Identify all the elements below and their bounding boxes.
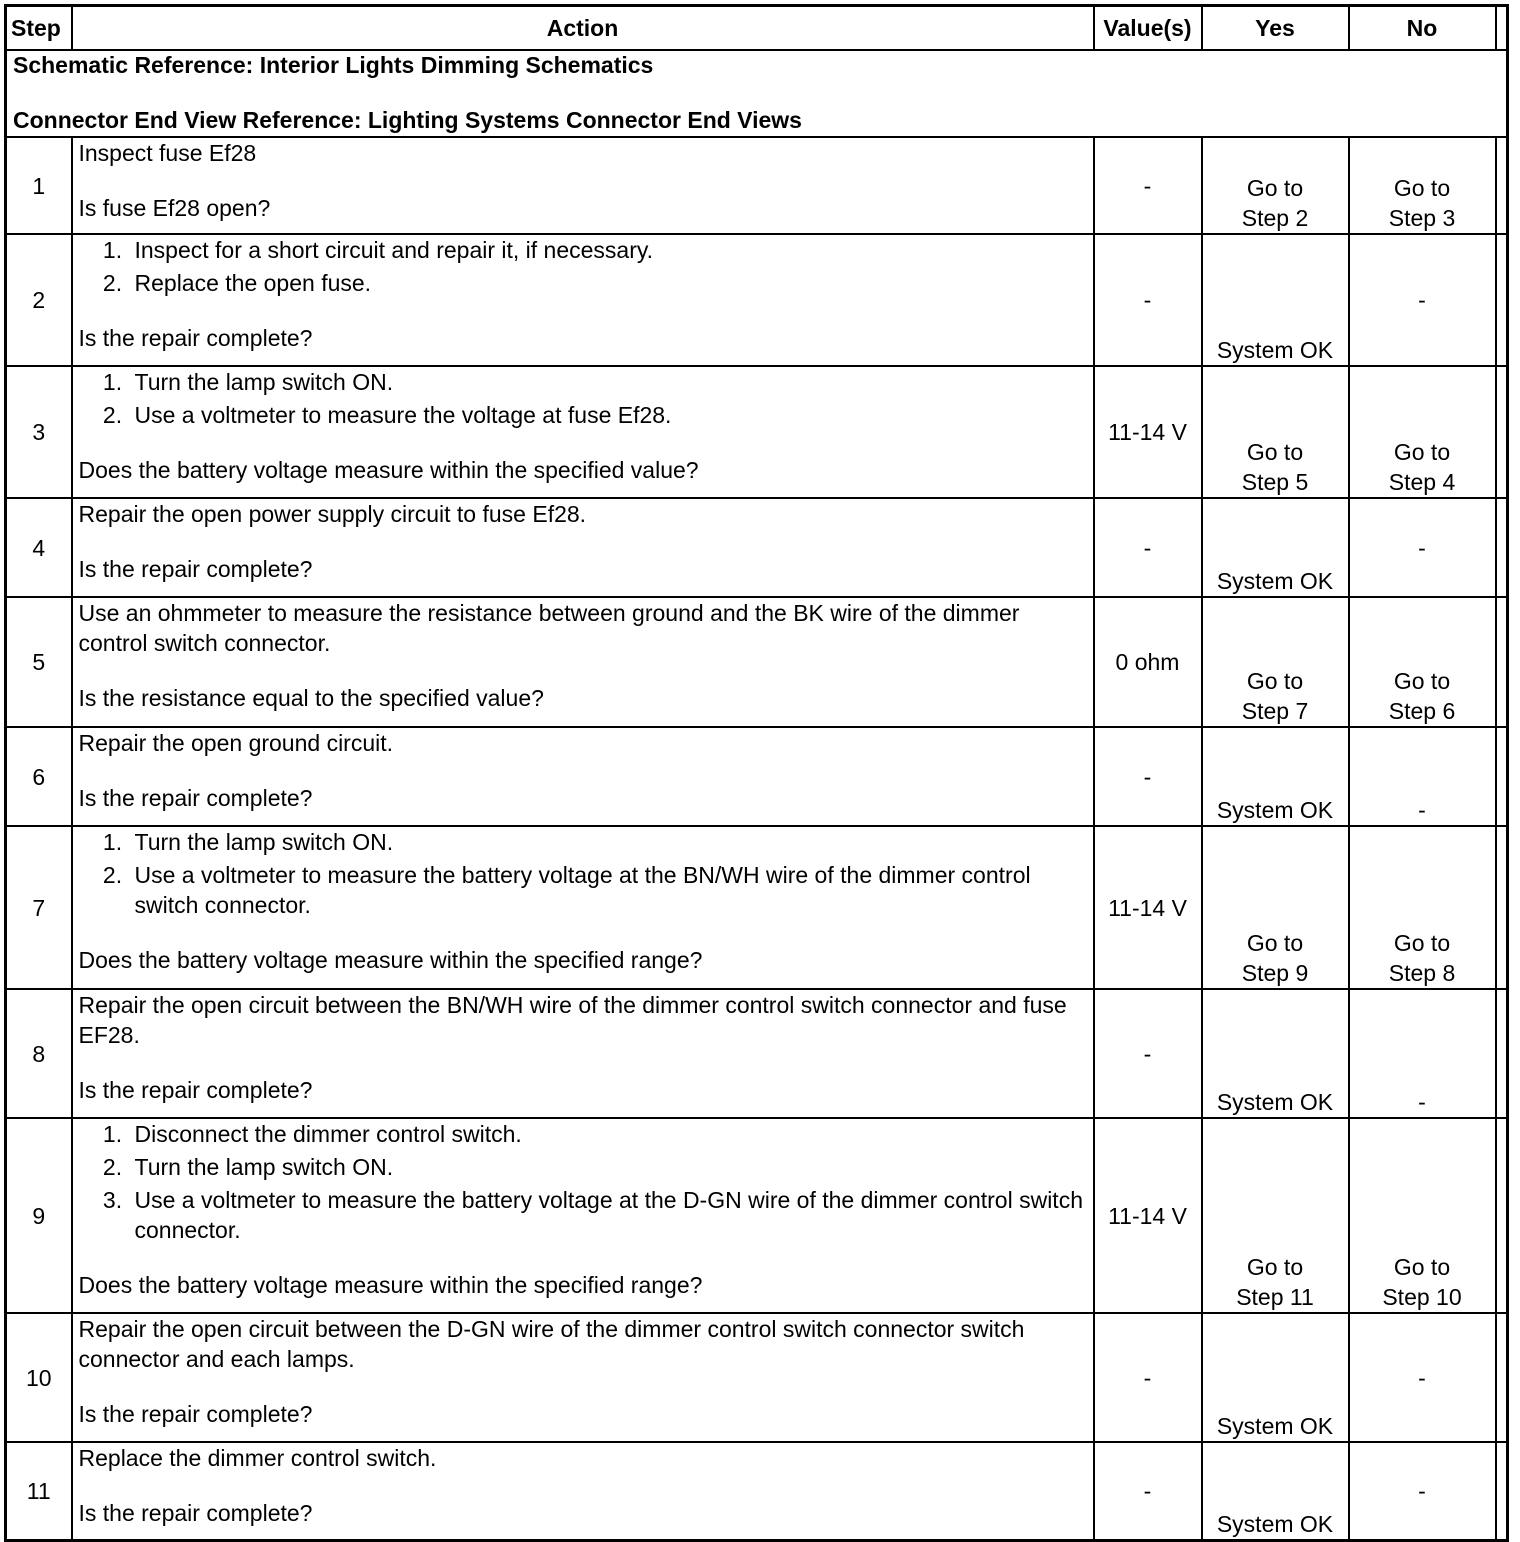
action-question: Is the repair complete?	[78, 325, 313, 351]
table-row	[6, 989, 1508, 1118]
action-step-item: 3. Use a voltmeter to measure the battery voltage at the D-GN wire of the dimmer control switch connector.	[129, 1185, 1087, 1245]
action-cell	[72, 826, 1094, 989]
no-result-line: -	[1418, 797, 1426, 823]
table-row	[6, 234, 1508, 366]
yes-result-line: System OK	[1216, 1511, 1334, 1537]
no-result-line: Go to	[1393, 668, 1451, 694]
yes-result-line: Go to	[1246, 668, 1304, 694]
spacer-cell	[1496, 989, 1508, 1118]
action-question: Does the battery voltage measure within the specified range?	[78, 1272, 703, 1298]
action-cell	[72, 989, 1094, 1118]
yes-result-line: System OK	[1216, 1089, 1334, 1115]
header-no: No	[1349, 6, 1496, 51]
step-number: 2	[6, 234, 72, 366]
value-cell: -	[1094, 234, 1202, 366]
no-cell	[1349, 1118, 1496, 1313]
header-values: Value(s)	[1094, 6, 1202, 51]
value-cell: -	[1094, 989, 1202, 1118]
no-result-line: -	[1418, 1089, 1426, 1115]
yes-cell	[1202, 597, 1349, 727]
yes-cell	[1202, 1442, 1349, 1541]
spacer-cell	[1496, 1118, 1508, 1313]
no-cell	[1349, 366, 1496, 498]
yes-result-line: Go to	[1246, 1254, 1304, 1280]
table-row	[6, 597, 1508, 727]
no-result-line: -	[1418, 534, 1426, 561]
table-row	[6, 1313, 1508, 1442]
action-question: Is the repair complete?	[78, 556, 313, 582]
action-cell	[72, 727, 1094, 826]
spacer-cell	[1496, 727, 1508, 826]
action-step-item: 1. Turn the lamp switch ON.	[129, 367, 1087, 397]
action-text: Repair the open power supply circuit to fuse Ef28.	[78, 501, 587, 527]
yes-result-line: System OK	[1216, 568, 1334, 594]
yes-result-line: Go to	[1246, 930, 1304, 956]
table-row	[6, 826, 1508, 989]
no-result-line: Step 4	[1388, 469, 1456, 495]
action-step-item: 1. Turn the lamp switch ON.	[129, 827, 1087, 857]
action-steps-list	[79, 367, 1087, 430]
table-row	[6, 366, 1508, 498]
reference-row	[6, 50, 1508, 137]
no-result-line: Go to	[1393, 439, 1451, 465]
action-question: Is the resistance equal to the specified value?	[78, 685, 544, 711]
value-cell: -	[1094, 727, 1202, 826]
yes-result-line: Step 11	[1236, 1284, 1314, 1310]
spacer-cell	[1496, 597, 1508, 727]
spacer-cell	[1496, 498, 1508, 597]
step-number: 11	[6, 1442, 72, 1541]
action-question: Does the battery voltage measure within the specified value?	[78, 457, 699, 483]
action-step-item: 2. Replace the open fuse.	[129, 268, 1087, 298]
no-result-line: Go to	[1393, 1254, 1451, 1280]
no-result-line: Step 3	[1388, 205, 1456, 231]
no-cell	[1349, 826, 1496, 989]
action-step-item: 2. Use a voltmeter to measure the battery voltage at the BN/WH wire of the dimmer control switch connector.	[129, 860, 1087, 920]
header-row	[6, 6, 1508, 51]
yes-result-line: Step 5	[1241, 469, 1309, 495]
step-number: 3	[6, 366, 72, 498]
table-row	[6, 137, 1508, 234]
header-spacer	[1496, 6, 1508, 51]
yes-cell	[1202, 826, 1349, 989]
spacer-cell	[1496, 366, 1508, 498]
action-question: Is the repair complete?	[78, 785, 313, 811]
no-cell	[1349, 727, 1496, 826]
action-text: Repair the open ground circuit.	[78, 730, 394, 756]
action-cell	[72, 1313, 1094, 1442]
value-cell: 11-14 V	[1094, 826, 1202, 989]
diagnostic-table	[4, 4, 1509, 1542]
no-cell	[1349, 1313, 1496, 1442]
yes-cell	[1202, 234, 1349, 366]
value-cell: -	[1094, 137, 1202, 234]
action-steps-list	[79, 1119, 1087, 1245]
header-yes: Yes	[1202, 6, 1349, 51]
no-cell	[1349, 498, 1496, 597]
schematic-reference: Schematic Reference: Interior Lights Dimming Schematics	[13, 52, 654, 78]
action-cell	[72, 498, 1094, 597]
yes-cell	[1202, 498, 1349, 597]
action-text: Replace the dimmer control switch.	[78, 1445, 437, 1471]
step-number: 8	[6, 989, 72, 1118]
yes-result-line: Step 2	[1241, 205, 1309, 231]
step-number: 6	[6, 727, 72, 826]
action-question: Is the repair complete?	[78, 1500, 313, 1526]
spacer-cell	[1496, 137, 1508, 234]
no-result-line: Go to	[1393, 930, 1451, 956]
yes-result-line: Go to	[1246, 175, 1304, 201]
yes-result-line: System OK	[1216, 797, 1334, 823]
yes-result-line: System OK	[1216, 1413, 1334, 1439]
header-action: Action	[72, 6, 1094, 51]
yes-result-line: Step 7	[1241, 698, 1309, 724]
action-cell	[72, 1118, 1094, 1313]
table-row	[6, 1442, 1508, 1541]
action-cell	[72, 597, 1094, 727]
no-result-line: Go to	[1393, 175, 1451, 201]
action-cell	[72, 366, 1094, 498]
connector-reference: Connector End View Reference: Lighting Systems Connector End Views	[13, 107, 802, 133]
action-question: Is fuse Ef28 open?	[78, 195, 271, 221]
action-text: Use an ohmmeter to measure the resistance between ground and the BK wire of the dimmer control switch connector.	[78, 600, 1020, 656]
action-step-item: 1. Inspect for a short circuit and repair it, if necessary.	[129, 235, 1087, 265]
action-question: Is the repair complete?	[78, 1401, 313, 1427]
yes-result-line: System OK	[1216, 337, 1334, 363]
action-step-item: 2. Turn the lamp switch ON.	[129, 1152, 1087, 1182]
no-cell	[1349, 1442, 1496, 1541]
yes-cell	[1202, 137, 1349, 234]
header-step: Step	[6, 6, 72, 51]
no-cell	[1349, 234, 1496, 366]
step-number: 10	[6, 1313, 72, 1442]
step-number: 9	[6, 1118, 72, 1313]
action-steps-list	[79, 235, 1087, 298]
value-cell: 0 ohm	[1094, 597, 1202, 727]
action-question: Does the battery voltage measure within the specified range?	[78, 947, 703, 973]
step-number: 1	[6, 137, 72, 234]
action-text: Inspect fuse Ef28	[78, 140, 257, 166]
no-cell	[1349, 137, 1496, 234]
no-result-line: -	[1418, 287, 1426, 313]
step-number: 5	[6, 597, 72, 727]
step-number: 4	[6, 498, 72, 597]
yes-cell	[1202, 727, 1349, 826]
yes-result-line: Go to	[1246, 439, 1304, 465]
value-cell: 11-14 V	[1094, 366, 1202, 498]
table-row	[6, 727, 1508, 826]
no-result-line: Step 10	[1382, 1284, 1462, 1310]
spacer-cell	[1496, 826, 1508, 989]
spacer-cell	[1496, 234, 1508, 366]
action-text: Repair the open circuit between the BN/WH wire of the dimmer control switch connector and fuse EF28.	[78, 992, 1067, 1048]
yes-cell	[1202, 366, 1349, 498]
table-row	[6, 498, 1508, 597]
no-cell	[1349, 597, 1496, 727]
no-cell	[1349, 989, 1496, 1118]
yes-cell	[1202, 989, 1349, 1118]
action-step-item: 2. Use a voltmeter to measure the voltage at fuse Ef28.	[129, 400, 1087, 430]
yes-cell	[1202, 1118, 1349, 1313]
value-cell: 11-14 V	[1094, 1118, 1202, 1313]
step-number: 7	[6, 826, 72, 989]
spacer-cell	[1496, 1442, 1508, 1541]
spacer-cell	[1496, 1313, 1508, 1442]
yes-cell	[1202, 1313, 1349, 1442]
value-cell: -	[1094, 1442, 1202, 1541]
action-steps-list	[79, 827, 1087, 920]
no-result-line: Step 8	[1388, 960, 1456, 986]
table-row	[6, 1118, 1508, 1313]
value-cell: -	[1094, 498, 1202, 597]
diagnostic-table-document	[4, 4, 1509, 1542]
action-cell	[72, 1442, 1094, 1541]
action-cell	[72, 234, 1094, 366]
reference-cell	[6, 50, 1508, 137]
no-result-line: Step 6	[1388, 698, 1456, 724]
no-result-line: -	[1418, 1364, 1426, 1391]
no-result-line: -	[1418, 1478, 1426, 1504]
action-text: Repair the open circuit between the D-GN wire of the dimmer control switch connector switch connector and each lamps.	[78, 1316, 1025, 1372]
yes-result-line: Step 9	[1241, 960, 1309, 986]
value-cell: -	[1094, 1313, 1202, 1442]
action-step-item: 1. Disconnect the dimmer control switch.	[129, 1119, 1087, 1149]
action-cell	[72, 137, 1094, 234]
action-question: Is the repair complete?	[78, 1077, 313, 1103]
